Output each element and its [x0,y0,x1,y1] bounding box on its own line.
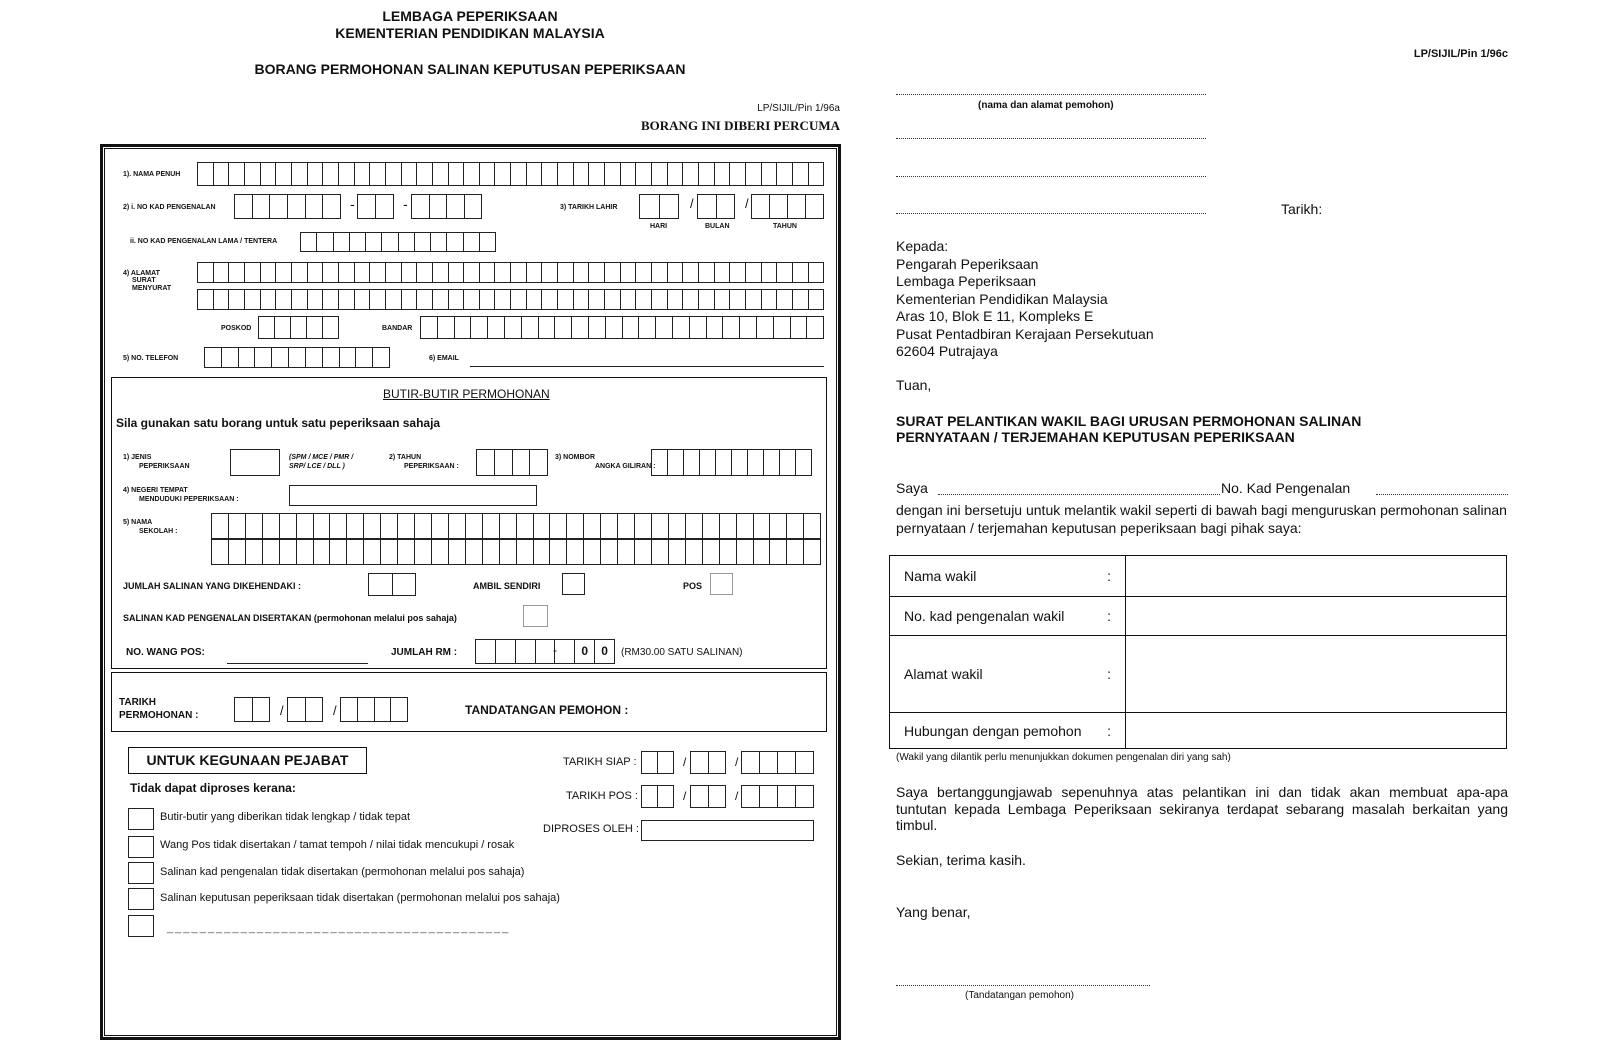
butir-title: BUTIR-BUTIR PERMOHONAN [383,387,550,401]
label-email: 6) EMAIL [429,355,459,362]
pejabat-title: UNTUK KEGUNAAN PEJABAT [128,747,367,774]
input-jumlah-rm[interactable] [475,639,615,664]
checkbox-reason-3[interactable] [128,862,154,884]
letter-code: LP/SIJIL/Pin 1/96c [1413,48,1508,60]
wakil-table [889,555,1507,749]
reason-other-line[interactable]: _ _ _ _ _ _ _ _ _ _ _ _ _ _ _ _ _ _ _ _ _ _ _ _ _ _ _ _ _ _ _ _ _ _ _ _ _ _ _ _ _ _ [167,922,508,934]
input-nama-penuh[interactable] [197,162,824,186]
signature-label: (Tandatangan pemohon) [965,990,1074,1001]
row-colon: : [1107,608,1111,624]
table-note: (Wakil yang dilantik perlu menunjukkan dokumen pengenalan diri yang sah) [896,752,1231,763]
label-ambil-sendiri: AMBIL SENDIRI [473,581,541,591]
siap-slash-1: / [683,755,687,769]
recipient-line: Kementerian Pendidikan Malaysia [896,290,1108,307]
amount-decimal-dash: - [553,643,557,657]
reason-1: Butir-butir yang diberikan tidak lengkap / tidak tepat [160,811,411,823]
recipient-line: Aras 10, Blok E 11, Kompleks E [896,308,1094,324]
address-line-1[interactable] [896,93,1206,95]
saya-label: Saya [896,480,928,496]
form-title: BORANG PERMOHONAN SALINAN KEPUTUSAN PEPERIKSAAN [254,61,686,77]
input-sekolah-line2[interactable] [211,539,821,565]
ic-dash-1: - [350,196,355,212]
label-jumlah-salinan: JUMLAH SALINAN YANG DIKEHENDAKI : [123,581,302,591]
input-alamat-line1[interactable] [197,262,824,283]
input-diproses-oleh[interactable] [641,820,814,841]
label-tarikh-pos: TARIKH POS : [566,790,638,802]
checkbox-ambil-sendiri[interactable] [562,573,585,595]
checkbox-pos[interactable] [710,573,733,595]
input-tarikh-year[interactable] [340,697,408,722]
label-no-kad-lama: ii. NO KAD PENGENALAN LAMA / TENTERA [130,238,278,245]
label-bulan: BULAN [705,223,730,230]
tarikh-label: Tarikh: [1281,201,1323,217]
input-tarikh-month[interactable] [287,697,323,722]
input-bandar[interactable] [420,316,824,339]
butir-instruction: Sila gunakan satu borang untuk satu peperiksaan sahaja [116,416,441,430]
label-wang-pos: NO. WANG POS: [126,647,205,658]
label-pos: POS [683,581,703,591]
checkbox-reason-other[interactable] [128,915,154,937]
table-row [890,713,1507,749]
label-bandar: BANDAR [382,325,413,332]
recipient-line: 62604 Putrajaya [896,343,998,359]
no-kad-label: No. Kad Pengenalan [1221,480,1351,496]
row-label [890,556,1126,597]
pos-slash-2: / [735,789,739,803]
input-dob-year[interactable] [751,194,824,219]
input-negeri[interactable] [289,485,537,506]
input-hubungan[interactable] [1126,713,1507,749]
input-wang-pos[interactable] [227,663,368,664]
label-negeri-2: MENDUDUKI PEPERIKSAAN : [139,496,239,503]
input-pos-year[interactable] [741,785,814,808]
label-hari: HARI [650,223,668,230]
nama-alamat-label: (nama dan alamat pemohon) [978,100,1114,111]
input-no-kad[interactable] [1376,493,1508,495]
label-jenis-1: 1) JENIS [123,454,152,461]
label-tarikh-lahir: 3) TARIKH LAHIR [560,204,618,211]
input-alamat-wakil[interactable] [1126,636,1507,713]
table-row [890,636,1507,713]
input-ic-part1[interactable] [234,194,341,219]
reason-2: Wang Pos tidak disertakan / tamat tempoh / nilai tidak mencukupi / rosak [160,839,515,851]
label-tarikh-1: TARIKH [119,697,157,708]
paragraph-2: Saya bertanggungjawab sepenuhnya atas pelantikan ini dan tidak akan membuat apa-apa tuntutan kepada Lembaga Peperiksaan sekiranya terdapat sebarang masalah berkaitan yang timbul. [896,784,1508,833]
row-colon: : [1107,568,1111,584]
input-telefon[interactable] [204,347,390,368]
label-sekolah-1: 5) NAMA [123,519,153,526]
label-tandatangan-pemohon: TANDATANGAN PEMOHON : [465,703,629,717]
reason-3: Salinan kad pengenalan tidak disertakan (permohonan melalui pos sahaja) [160,866,525,878]
label-tahun: TAHUN [773,223,797,230]
subject-line-2: PERNYATAAN / TERJEMAHAN KEPUTUSAN PEPERIKSAAN [896,429,1295,445]
label-menyurat: MENYURAT [132,285,172,292]
pos-slash-1: / [683,789,687,803]
address-line-4[interactable] [896,212,1206,214]
row-label-text: Nama wakil [904,568,977,584]
input-email[interactable] [470,366,824,367]
label-jenis-2: PEPERIKSAAN [139,463,190,470]
input-no-kad-wakil[interactable] [1126,597,1507,636]
row-label [890,713,1126,749]
amount-digit-zero-2: 0 [601,644,608,658]
input-poskod[interactable] [258,316,339,339]
label-nombor-1: 3) NOMBOR [555,454,596,461]
input-alamat-line2[interactable] [197,289,824,310]
tarikh-slash-1: / [280,703,284,718]
address-line-3[interactable] [896,175,1206,177]
header-line-1: LEMBAGA PEPERIKSAAN [382,8,558,24]
label-surat: SURAT [132,277,156,284]
label-alamat: 4) ALAMAT [123,270,160,277]
input-tahun-peperiksaan[interactable] [476,449,548,476]
input-tarikh-day[interactable] [234,697,270,722]
rate-note: (RM30.00 SATU SALINAN) [621,647,743,658]
label-tarikh-siap: TARIKH SIAP : [563,756,637,768]
sekian: Sekian, terima kasih. [896,852,1026,868]
input-jenis-peperiksaan[interactable] [230,449,280,476]
input-saya-name[interactable] [938,493,1220,495]
amount-digit-zero-1: 0 [575,640,595,663]
label-nama-penuh: 1). NAMA PENUH [123,171,181,178]
input-dob-day[interactable] [639,194,679,219]
siap-slash-2: / [735,755,739,769]
tarikh-slash-2: / [333,703,337,718]
input-dob-month[interactable] [697,194,735,219]
dob-slash-1: / [690,196,694,211]
jenis-hint-1: (SPM / MCE / PMR / [289,454,354,461]
table-row [890,597,1507,636]
free-notice: BORANG INI DIBERI PERCUMA [641,118,840,133]
input-siap-day[interactable] [641,751,674,774]
recipient-line: Lembaga Peperiksaan [896,273,1037,289]
signature-line[interactable] [896,984,1150,986]
input-siap-year[interactable] [741,751,814,774]
address-line-2[interactable] [896,137,1206,139]
checkbox-salinan-kad[interactable] [523,605,548,627]
row-colon: : [1107,722,1111,739]
jenis-hint-2: SRP/ LCE / DLL ) [289,463,345,470]
input-ic-part2[interactable] [357,194,394,219]
recipient-line: Pengarah Peperiksaan [896,255,1039,272]
row-label [890,636,1126,713]
input-sekolah-line1[interactable] [211,513,821,539]
input-pos-month[interactable] [690,785,726,808]
dob-slash-2: / [745,196,749,211]
input-angka-giliran[interactable] [651,449,812,476]
salutation: Tuan, [896,377,932,393]
reason-4: Salinan keputusan peperiksaan tidak disertakan (permohonan melalui pos sahaja) [160,892,560,904]
input-nama-wakil[interactable] [1126,556,1507,597]
paragraph-1: dengan ini bersetuju untuk melantik wakil seperti di bawah bagi menguruskan permohonan salinan pernyataan / terjemahan keputusan peperiksaan bagi pihak saya: [896,502,1507,536]
label-sekolah-2: SEKOLAH : [139,528,178,535]
pejabat-subtitle: Tidak dapat diproses kerana: [130,781,296,795]
checkbox-reason-1[interactable] [128,808,154,830]
tarikh-section [111,672,827,732]
form-code: LP/SIJIL/Pin 1/96a [757,103,840,114]
label-no-kad: 2) i. NO KAD PENGENALAN [123,204,216,211]
label-diproses-oleh: DIPROSES OLEH : [543,823,639,835]
row-label [890,597,1126,636]
yang-benar: Yang benar, [896,904,971,920]
table-row [890,556,1507,597]
recipient-address [896,238,1154,361]
input-pos-day[interactable] [641,785,674,808]
row-label-text: Hubungan dengan pemohon [904,722,1082,739]
row-label-text: No. kad pengenalan wakil [904,608,1065,624]
input-no-kad-lama[interactable] [300,232,496,252]
ic-dash-2: - [403,196,408,212]
input-jumlah-salinan[interactable] [368,573,416,596]
label-negeri-1: 4) NEGERI TEMPAT [123,487,188,494]
label-jumlah-rm: JUMLAH RM : [391,647,458,658]
row-colon: : [1107,666,1111,682]
recipient-line: Pusat Pentadbiran Kerajaan Persekutuan [896,325,1154,342]
subject-line-1: SURAT PELANTIKAN WAKIL BAGI URUSAN PERMOHONAN SALINAN [896,413,1362,429]
checkbox-reason-4[interactable] [128,888,154,910]
label-tahun-2: PEPERIKSAAN : [404,463,459,470]
label-telefon: 5) NO. TELEFON [123,355,179,362]
input-ic-part3[interactable] [411,194,482,219]
recipient-line: Kepada: [896,238,949,254]
input-siap-month[interactable] [690,751,726,774]
label-salinan-kad: SALINAN KAD PENGENALAN DISERTAKAN (permohonan melalui pos sahaja) [123,613,457,623]
header-line-2: KEMENTERIAN PENDIDIKAN MALAYSIA [335,25,605,41]
row-label-text: Alamat wakil [904,666,983,682]
label-poskod: POSKOD [221,325,252,332]
label-tahun-1: 2) TAHUN [389,454,422,461]
label-nombor-2: ANGKA GILIRAN : [595,463,656,470]
checkbox-reason-2[interactable] [128,836,154,858]
label-tarikh-2: PERMOHONAN : [119,710,199,721]
